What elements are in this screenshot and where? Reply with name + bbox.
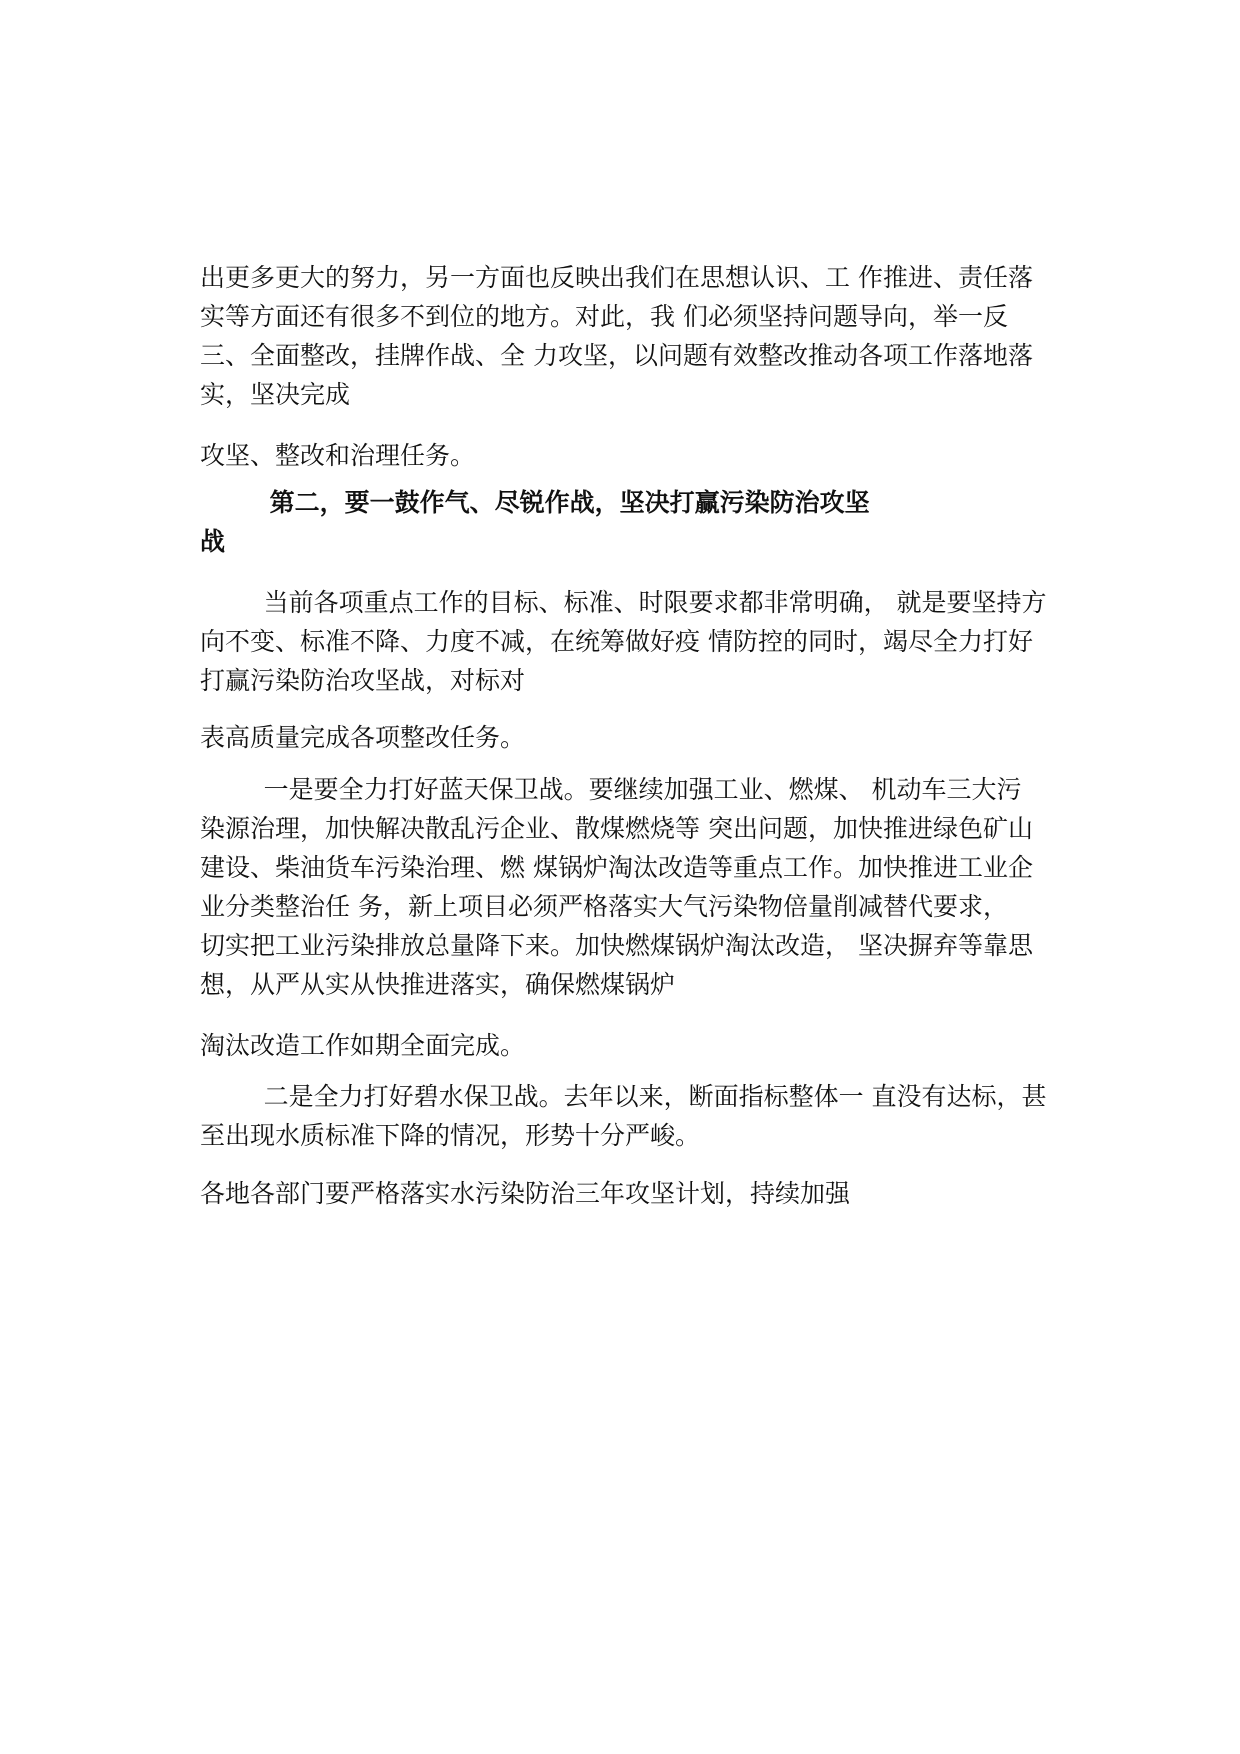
paragraph-continuation: 出更多更大的努力，另一方面也反映出我们在思想认识、工 作推进、责任落 实等方面还有很多不到位的地方。对此，我 们必须坚持问题导向，举一反 三、全面整改，挂牌作战、全 力攻坚，以问题有效整改推动各项工作落地落 实，坚决完成 bbox=[200, 263, 1033, 409]
paragraph-clear-water-cont: 各地各部门要严格落实水污染防治三年攻坚计划，持续加强 bbox=[200, 1179, 851, 1208]
paragraph-current-tasks-end: 表高质量完成各项整改任务。 bbox=[200, 723, 526, 752]
paragraph-blue-sky-end: 淘汰改造工作如期全面完成。 bbox=[200, 1031, 526, 1060]
paragraph-current-tasks: 当前各项重点工作的目标、标准、时限要求都非常明确， 就是要坚持方 向不变、标准不降、力度不减，在统筹做好疫 情防控的同时，竭尽全力打好 打赢污染防治攻坚战，对标对 bbox=[200, 588, 1047, 695]
section-heading-2: 第二，要一鼓作气、尽锐作战，坚决打赢污染防治攻坚 战 bbox=[200, 488, 870, 556]
paragraph-continuation-end: 攻坚、整改和治理任务。 bbox=[200, 441, 476, 470]
paragraph-clear-water: 二是全力打好碧水保卫战。去年以来，断面指标整体一 直没有达标，甚 至出现水质标准下降的情况，形势十分严峻。 bbox=[200, 1082, 1047, 1150]
paragraph-blue-sky: 一是要全力打好蓝天保卫战。要继续加强工业、燃煤、 机动车三大污 染源治理，加快解决散乱污企业、散煤燃烧等 突出问题，加快推进绿色矿山 建设、柴油货车污染治理、燃 煤锅炉淘汰改造等重点工作。加快推进工业企 业分类整治任 务，新上项目必须严格落实大气污染物倍量削减替代要求， 切实把工业污染排放总量降下来。加快燃煤锅炉淘汰改造， 坚决摒弃等靠思 想，从严从实从快推进落实，确保燃煤锅炉 bbox=[200, 775, 1033, 999]
